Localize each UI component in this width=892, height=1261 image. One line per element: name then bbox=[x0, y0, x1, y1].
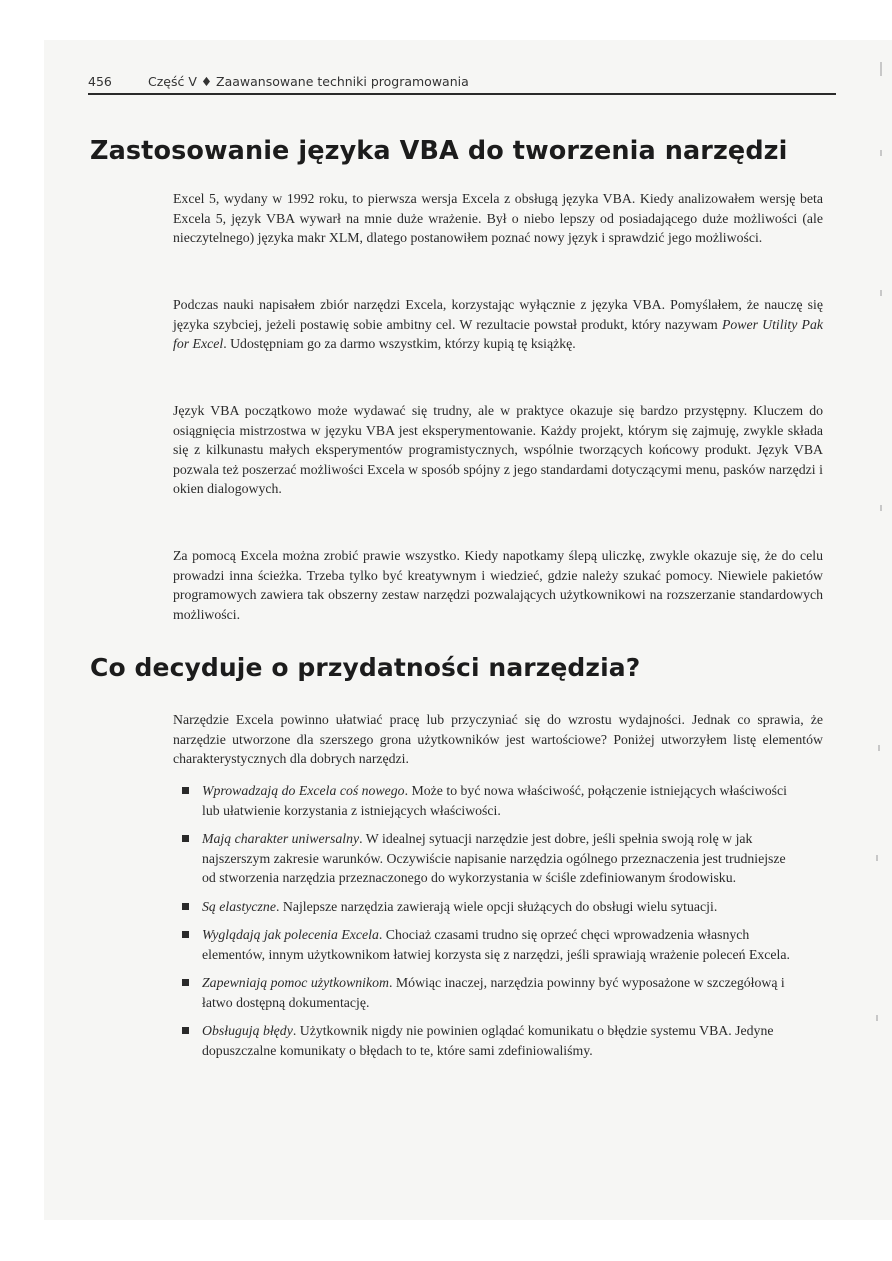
header-rule bbox=[88, 93, 836, 95]
bullet-icon bbox=[182, 835, 189, 842]
list-item-text: . Użytkownik nigdy nie powinien oglądać komunikatu o błędzie systemu VBA. Jedyne dopuszczalne komunikaty o błędach to te, które sami zdefiniowaliśmy. bbox=[202, 1023, 774, 1058]
list-item-lead: Zapewniają pomoc użytkownikom bbox=[202, 975, 390, 990]
scan-edge-mark bbox=[880, 505, 882, 511]
product-name: Power Utility Pak for Excel bbox=[173, 316, 823, 351]
bullet-icon bbox=[182, 787, 189, 794]
list-item-lead: Obsługują błędy bbox=[202, 1023, 293, 1038]
list-item-lead: Wprowadzają do Excela coś nowego bbox=[202, 783, 405, 798]
list-item-text: . Mówiąc inaczej, narzędzia powinny być wyposażone w szczegółową i łatwo dostępną dokumentację. bbox=[202, 975, 785, 1010]
bullet-icon bbox=[182, 1027, 189, 1034]
list-item bbox=[173, 925, 802, 964]
paragraph-text: . Udostępniam go za darmo wszystkim, którzy kupią tę książkę. bbox=[223, 336, 576, 351]
section-heading-vba-tools: Zastosowanie języka VBA do tworzenia narzędzi bbox=[90, 136, 788, 166]
list-item bbox=[173, 1021, 802, 1060]
running-header bbox=[88, 74, 836, 94]
paragraph bbox=[173, 295, 823, 354]
list-item-text: . Chociaż czasami trudno się oprzeć chęci wprowadzenia własnych elementów, innym użytkownikom łatwiej korzysta się z narzędzi, jeśli sprawiają wrażenie poleceń Excela. bbox=[202, 927, 790, 962]
part-title: Część V ♦ Zaawansowane techniki programowania bbox=[148, 74, 469, 89]
list-item-lead: Mają charakter uniwersalny bbox=[202, 831, 360, 846]
list-item bbox=[173, 829, 802, 888]
list-item-text: . Najlepsze narzędzia zawierają wiele opcji służących do obsługi wielu sytuacji. bbox=[275, 898, 718, 914]
bullet-icon bbox=[182, 903, 189, 910]
paragraph: Język VBA początkowo może wydawać się trudny, ale w praktyce okazuje się bardzo przystępny. Kluczem do osiągnięcia mistrzostwa w języku VBA jest eksperymentowanie. Każdy projekt, którym się zajmuję, zwykle składa się z kilkunastu małych eksperymentów programistycznych, wspólnie tworzących końcowy produkt. Język VBA pozwala też poszerzać możliwości Excela w sposób spójny z jego standardami dotyczącymi menu, pasków narzędzi i okien dialogowych. bbox=[173, 403, 823, 496]
scan-edge-mark bbox=[880, 150, 882, 156]
list-item bbox=[173, 973, 802, 1012]
scan-edge-mark bbox=[878, 745, 880, 751]
list-item bbox=[173, 897, 802, 917]
list-item-lead: Wyglądają jak polecenia Excela bbox=[202, 927, 379, 942]
paragraph: Narzędzie Excela powinno ułatwiać pracę lub przyczyniać się do wzrostu wydajności. Jednak co sprawia, że narzędzie utworzone dla szerszego grona użytkowników jest wartościowe? Poniżej utworzyłem listę elementów charakterystycznych dla dobrych narzędzi. bbox=[173, 712, 823, 766]
section-heading-tool-usefulness: Co decyduje o przydatności narzędzia? bbox=[90, 653, 641, 682]
scan-edge-mark bbox=[876, 1015, 878, 1021]
paragraph: Excel 5, wydany w 1992 roku, to pierwsza wersja Excela z obsługą języka VBA. Kiedy analizowałem wersję beta Excela 5, język VBA wywarł na mnie duże wrażenie. Był o niebo lepszy od posiadającego duże możliwości (ale nieczytelnego) języka makr XLM, dlatego postanowiłem poznać nowy język i sprawdzić jego możliwości. bbox=[173, 191, 823, 245]
list-item-text: . Może to być nowa właściwość, połączenie istniejących właściwości lub ułatwienie korzystania z istniejących właściwości. bbox=[202, 783, 787, 818]
list-item-text: . W idealnej sytuacji narzędzie jest dobre, jeśli spełnia swoją rolę w jak najszerszym zakresie warunków. Oczywiście napisanie narzędzia ogólnego przeznaczenia jest trudniejsze od stworzenia narzędzia przeznaczonego do wykorzystania w ściśle zdefiniowanym środowisku. bbox=[202, 831, 786, 885]
feature-list bbox=[173, 781, 833, 1069]
scan-edge-mark bbox=[880, 290, 882, 296]
scan-edge-mark bbox=[880, 62, 882, 76]
paragraph-text: Podczas nauki napisałem zbiór narzędzi Excela, korzystając wyłącznie z języka VBA. Pomyślałem, że nauczę się języka szybciej, jeżeli postawię sobie ambitny cel. W rezultacie powstał produkt, który nazywam bbox=[173, 297, 823, 332]
list-item bbox=[173, 781, 802, 820]
paragraph: Za pomocą Excela można zrobić prawie wszystko. Kiedy napotkamy ślepą uliczkę, zwykle okazuje się, że do celu prowadzi inna ścieżka. Trzeba tylko być kreatywnym i wiedzieć, gdzie należy szukać pomocy. Niewiele pakietów programowych zawiera tak obszerny zestaw narzędzi pozwalających użytkownikowi na rozszerzanie standardowych możliwości. bbox=[173, 548, 823, 622]
bullet-icon bbox=[182, 931, 189, 938]
list-item-lead: Są elastyczne bbox=[202, 898, 276, 914]
bullet-icon bbox=[182, 979, 189, 986]
page-number: 456 bbox=[88, 74, 112, 89]
scan-edge-mark bbox=[876, 855, 878, 861]
